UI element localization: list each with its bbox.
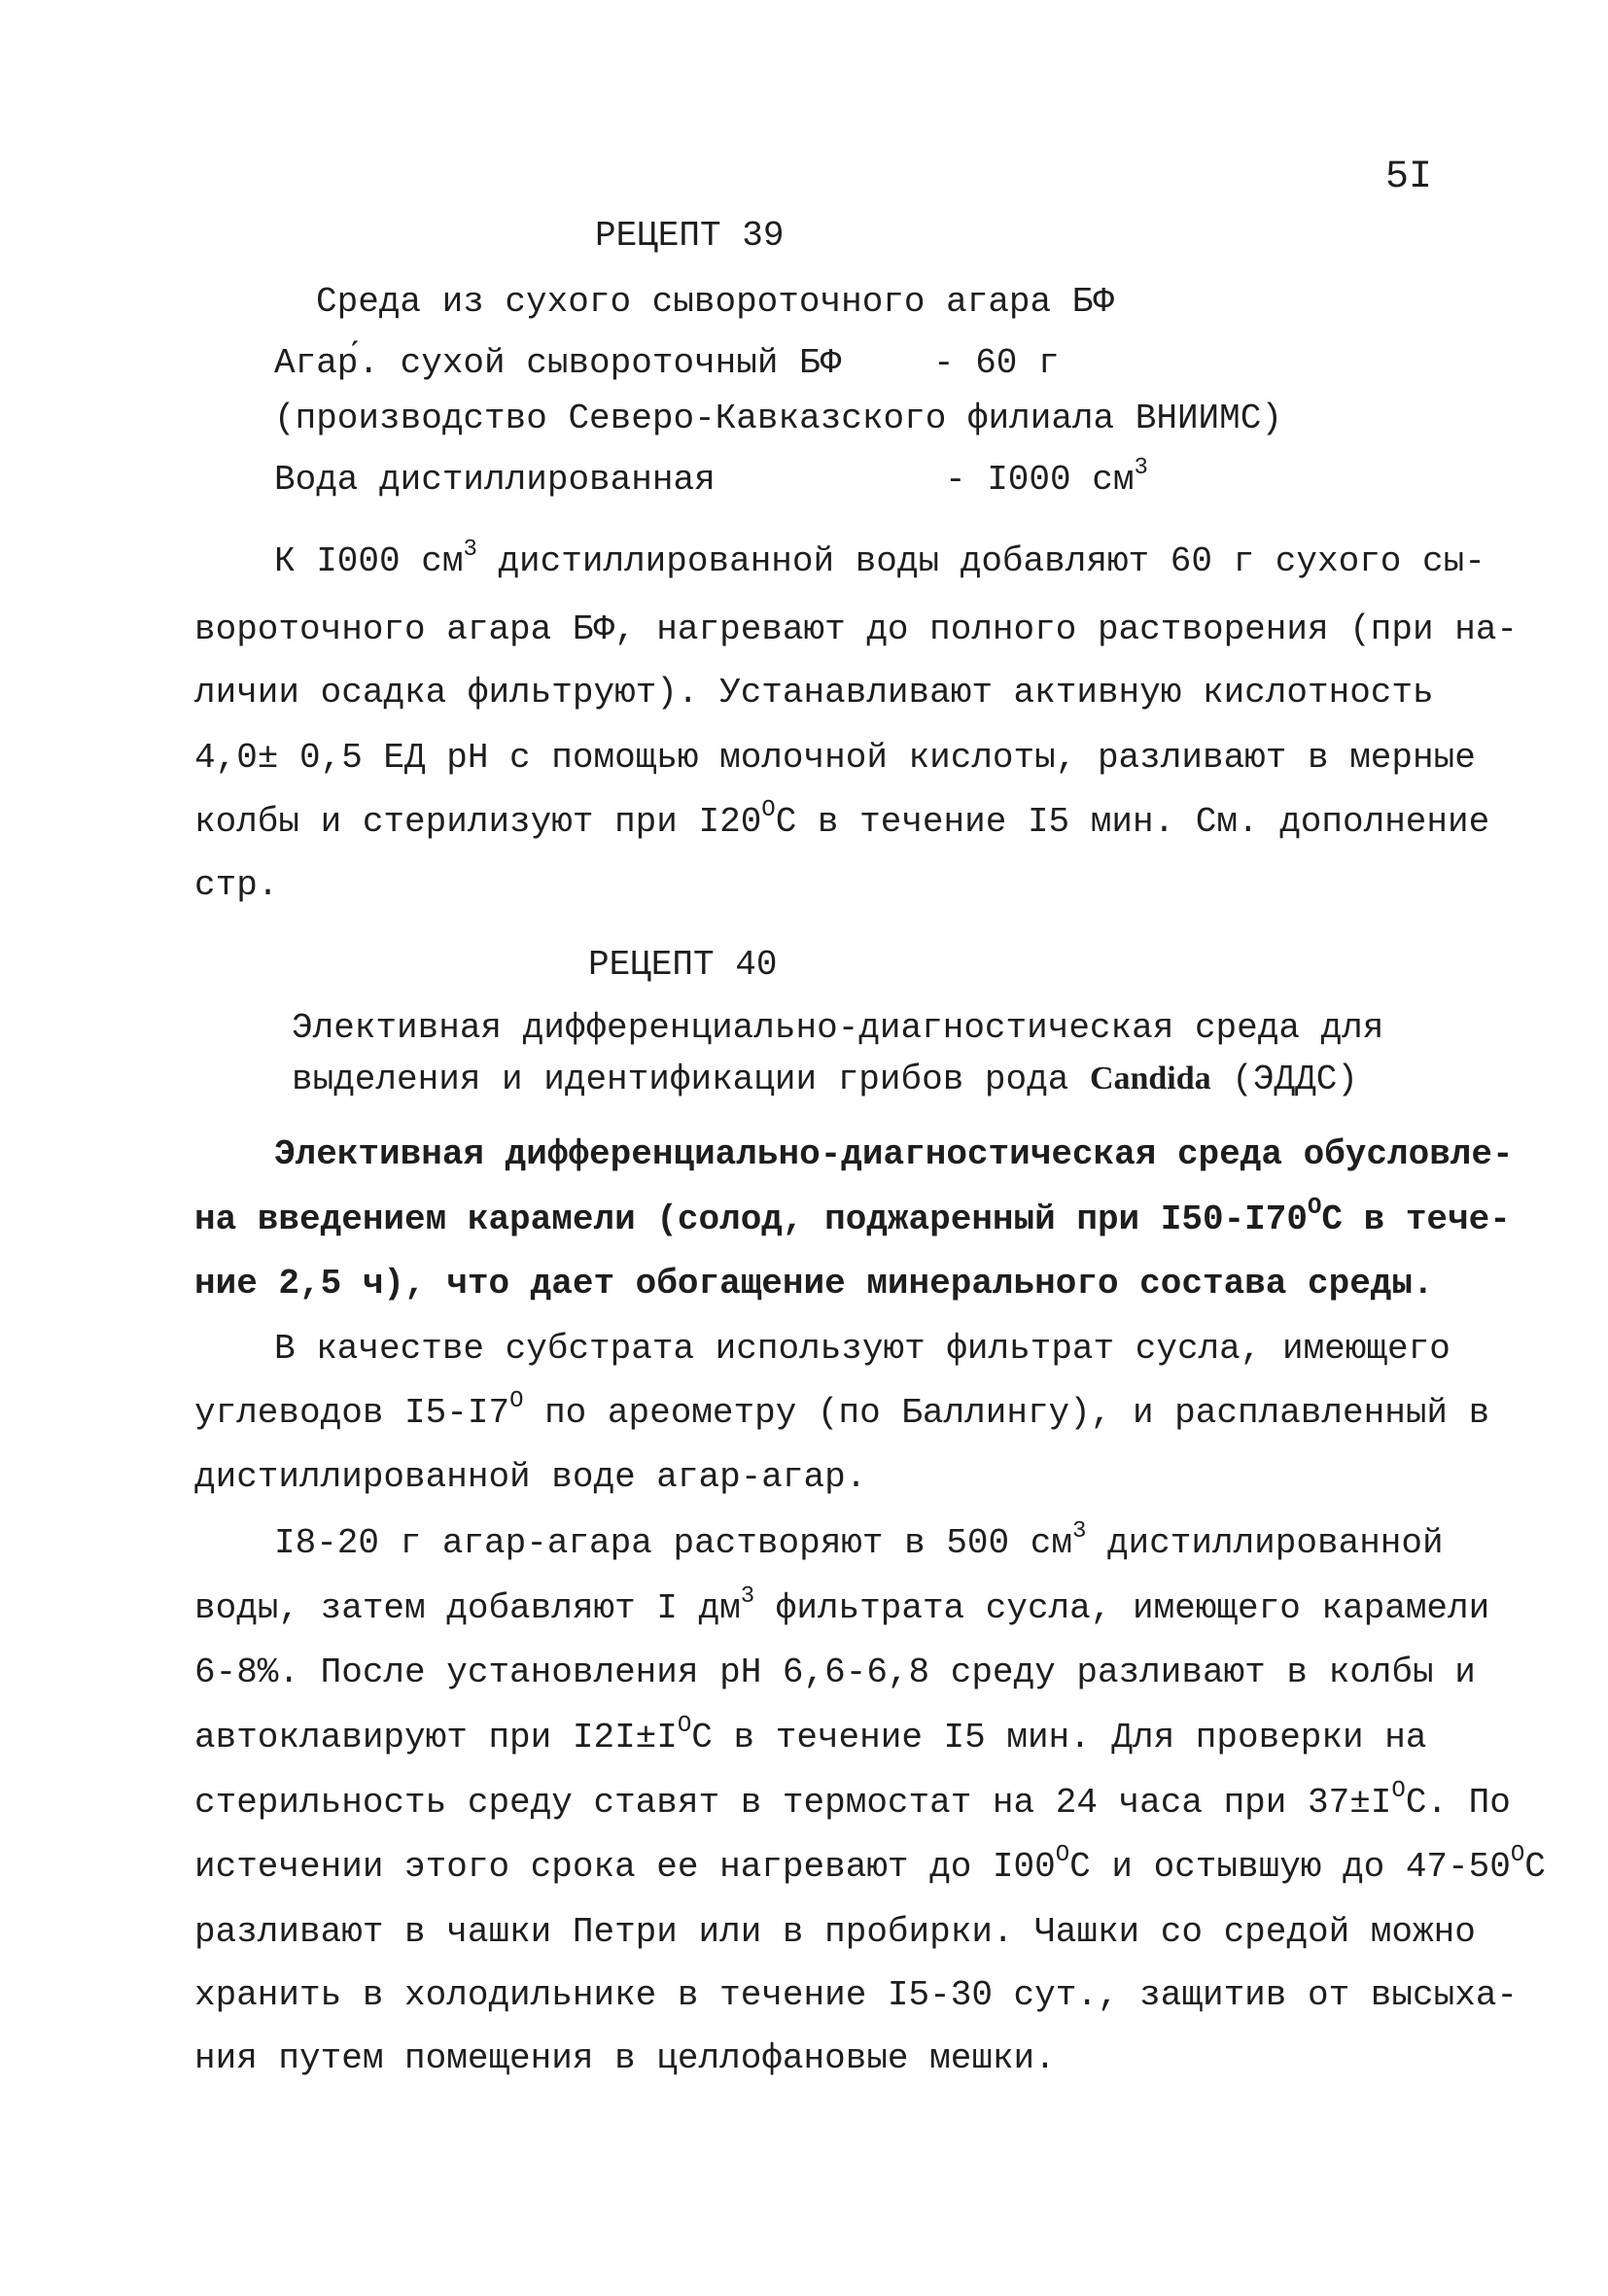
ingredient-water-name: Вода дистиллированная	[274, 460, 716, 500]
recipe-40-p1-line-3: ние 2,5 ч), что дает обогащение минерального состава среды.	[194, 1264, 1434, 1304]
recipe-40-p3-line-3: 6-8%. После установления рН 6,6-6,8 среду разливают в колбы и	[194, 1652, 1476, 1692]
recipe-40-p3-line-4: автоклавируют при $I2I\pm I^ОС$ в течение I5 мин. Для проверки на	[194, 1713, 1427, 1757]
recipe-40-subtitle-line-2: выделения и идентификации грибов рода Candida (ЭДДС)	[292, 1060, 1358, 1099]
recipe-40-p3-line-7: разливают в чашки Петри или в пробирки. Чашки со средой можно	[194, 1912, 1476, 1952]
recipe-40-p3-line-6: истечении этого срока ее нагревают до $I00^ОС$ и остывшую до $47-50^ОС$	[194, 1842, 1546, 1887]
recipe-40-p1-line-2: на введением карамели (солод, поджаренный при $I50-I70^ОС$ в тече-	[194, 1195, 1511, 1239]
recipe-40-subtitle-line-1: Элективная дифференциально-диагностическая среда для	[292, 1008, 1384, 1048]
genus-candida: Candida	[1089, 1061, 1211, 1096]
recipe-40-p3-line-5: стерильность среду ставят в термостат на 24 часа при $37\pm I^ОС$. По	[194, 1778, 1511, 1823]
recipe-40-p2-line-2: углеводов $I5-I7^О$ по ареометру (по Баллингу), и расплавленный в	[194, 1388, 1490, 1433]
ingredient-water-qty: - I000 $см^3$	[945, 455, 1148, 500]
recipe-39-para-line-2: вороточного агара БФ, нагревают до полного растворения (при на-	[194, 609, 1519, 649]
recipe-40-p1-line-1: Элективная дифференциально-диагностическая среда обусловле-	[274, 1134, 1514, 1174]
ingredient-agar-name: Агар́. сухой сывороточный БФ	[274, 343, 842, 383]
ingredient-agar-qty: - 60 г	[933, 343, 1060, 383]
recipe-40-p3-line-2: воды, затем добавляют I $дм^3$ фильтрата сусла, имеющего карамели	[194, 1583, 1490, 1628]
recipe-39-para-line-1: К I000 $см^3$ дистиллированной воды добавляют 60 г сухого сы-	[274, 537, 1486, 581]
recipe-39-title: РЕЦЕПТ 39	[595, 216, 785, 256]
recipe-40-p3-line-9: ния путем помещения в целлофановые мешки.	[194, 2038, 1056, 2078]
recipe-40-p3-line-1: I8-20 г агар-агара растворяют в 500 $см^3$ дистиллированной	[274, 1518, 1444, 1563]
recipe-39-subtitle: Среда из сухого сывороточного агара БФ	[316, 282, 1114, 322]
recipe-40-p2-line-3: дистиллированной воде агар-агар.	[194, 1457, 867, 1497]
recipe-39-para-line-6: стр.	[194, 865, 279, 905]
recipe-39-para-line-3: личии осадка фильтруют). Устанавливают активную кислотность	[194, 673, 1434, 713]
recipe-39-para-line-5: колбы и стерилизуют при $I20^ОС$ в течение I5 мин. См. дополнение	[194, 797, 1490, 842]
recipe-40-title: РЕЦЕПТ 40	[588, 945, 778, 985]
page-number: 5I	[1385, 156, 1433, 199]
ingredient-agar-origin: (производство Северо-Кавказского филиала ВНИИМС)	[274, 399, 1282, 438]
recipe-40-p3-line-8: хранить в холодильнике в течение I5-30 сут., защитив от высыха-	[194, 1975, 1519, 2015]
recipe-40-p2-line-1: В качестве субстрата используют фильтрат сусла, имеющего	[274, 1329, 1451, 1369]
recipe-39-para-line-4: 4,0± 0,5 ЕД рН с помощью молочной кислоты, разливают в мерные	[194, 738, 1476, 778]
